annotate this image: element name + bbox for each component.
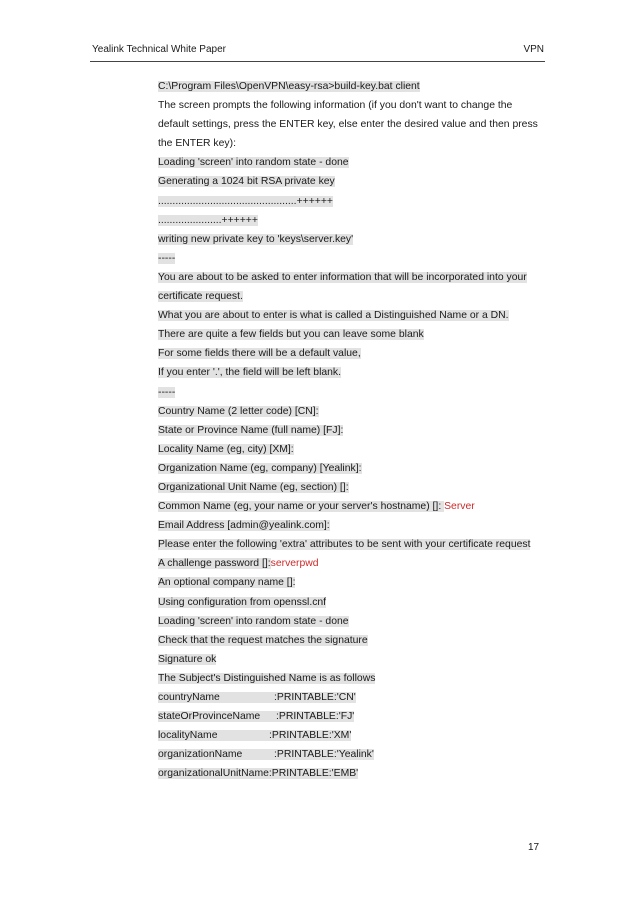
email-line: Email Address [admin@yealink.com]: (158, 520, 330, 532)
output-line: ......................++++++ (158, 214, 258, 226)
output-line: Organization Name (eg, company) [Yealink]: (158, 462, 362, 474)
challenge-value: serverpwd (270, 558, 319, 570)
dn-value: :PRINTABLE:'FJ' (276, 711, 355, 723)
output-line: Locality Name (eg, city) [XM]: (158, 443, 294, 455)
output-line: Signature ok (158, 653, 217, 665)
dn-value: :PRINTABLE:'CN' (274, 692, 356, 703)
dn-value: :PRINTABLE:'XM' (269, 730, 352, 742)
dn-row (158, 730, 351, 741)
common-name-prompt: Common Name (eg, your name or your server's hostname) []: (158, 501, 445, 513)
intro-paragraph: The screen prompts the following information (if you don't want to change the default settings, press the ENTER key, else enter the desired value and then press the ENTER key): (158, 100, 538, 150)
output-line: Loading 'screen' into random state - done (158, 157, 349, 169)
dn-key: localityName (158, 730, 218, 742)
output-line: Generating a 1024 bit RSA private key (158, 176, 335, 188)
dn-row (158, 749, 374, 760)
command-line: C:\Program Files\OpenVPN\easy-rsa>build-key.bat client (158, 81, 420, 92)
output-line: An optional company name []: (158, 577, 296, 589)
common-name-value: Server (444, 501, 475, 513)
dn-key: countryName (158, 692, 220, 703)
page-header (92, 44, 544, 60)
output-line: If you enter '.', the field will be left blank. (158, 367, 342, 379)
header-title: Yealink Technical White Paper (92, 44, 226, 55)
dn-row (158, 692, 356, 703)
output-line: Loading 'screen' into random state - done (158, 615, 349, 627)
dn-key: organizationName (158, 749, 243, 761)
output-line: writing new private key to 'keys\server.key' (158, 233, 354, 245)
dn-value: :PRINTABLE:'Yealink' (274, 749, 374, 761)
output-line: Country Name (2 letter code) [CN]: (158, 405, 319, 417)
challenge-prompt: A challenge password []: (158, 558, 271, 570)
dn-key: organizationalUnitName (158, 768, 269, 780)
dn-row (158, 711, 354, 722)
extra-attributes-line: Please enter the following 'extra' attributes to be sent with your certificate request (158, 539, 531, 551)
page-number: 17 (528, 842, 540, 853)
output-line: ----- (158, 386, 176, 398)
output-line: What you are about to enter is what is called a Distinguished Name or a DN. (158, 310, 509, 322)
output-line: Check that the request matches the signature (158, 634, 368, 646)
output-line: ----- (158, 252, 176, 264)
output-line: Using configuration from openssl.cnf (158, 596, 327, 608)
output-line: certificate request. (158, 291, 243, 303)
output-line: You are about to be asked to enter information that will be incorporated into your (158, 271, 527, 283)
dn-row (158, 768, 358, 779)
output-line: For some fields there will be a default value, (158, 348, 361, 360)
output-line: There are quite a few fields but you can leave some blank (158, 329, 424, 341)
output-line: ................................................++++++ (158, 195, 333, 207)
output-line: The Subject's Distinguished Name is as follows (158, 672, 376, 684)
output-line: State or Province Name (full name) [FJ]: (158, 424, 344, 436)
output-line: Organizational Unit Name (eg, section) []: (158, 481, 349, 493)
dn-value: :PRINTABLE:'EMB' (268, 768, 359, 780)
header-rule (90, 61, 545, 62)
header-section: VPN (523, 44, 544, 55)
dn-key: stateOrProvinceName (158, 711, 261, 723)
document-body (158, 77, 548, 783)
